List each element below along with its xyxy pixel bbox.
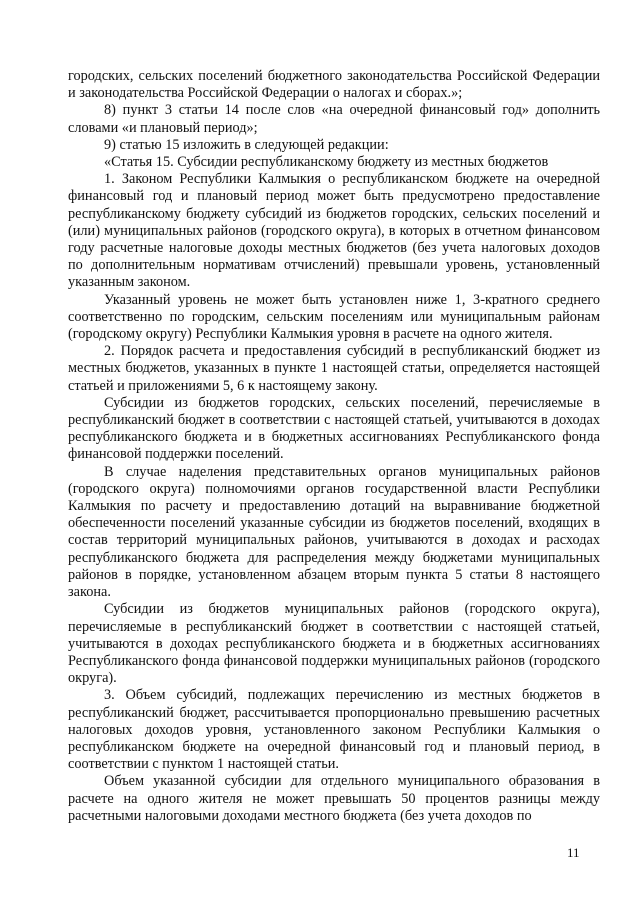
paragraph: 2. Порядок расчета и предоставления субсидий в республиканский бюджет из местных бюджетов, указанных в пункте 1 настоящей статьи, определяется настоящей статьей и приложениями 5, 6 к настоящему закону. xyxy=(68,343,600,394)
paragraph: 9) статью 15 изложить в следующей редакции: xyxy=(104,136,389,153)
paragraph: 1. Законом Республики Калмыкия о республиканском бюджете на очередной финансовый год и плановый период может быть предусмотрено предоставление республиканскому бюджету субсидий из бюджетов городских, сельских поселений и (или) муниципальных районов (городского округа), в которых в отчетном финансовом году расчетные налоговые доходы местных бюджетов (без учета налоговых доходов по дополнительным нормативам отчислений) превышали уровень, установленный указанным законом. xyxy=(68,171,600,291)
document-body xyxy=(68,68,600,825)
paragraph: Субсидии из бюджетов городских, сельских поселений, перечисляемые в республиканский бюджет в соответствии с настоящей статьей, учитываются в доходах республиканского бюджета и в бюджетных ассигнованиях Республиканского фонда финансовой поддержки поселений. xyxy=(68,394,600,463)
paragraph: городских, сельских поселений бюджетного законодательства Российской Федерации и законодательства Российской Федерации о налогах и сборах.»; xyxy=(68,68,600,102)
paragraph: В случае наделения представительных органов муниципальных районов (городского округа) полномочиями органов государственной власти Республики Калмыкия по расчету и предоставлению дотаций на выравнивание бюджетной обеспеченности поселений указанные субсидии из бюджетов поселений, входящих в состав территорий муниципальных районов, учитываются в доходах и расходах республиканского бюджета для распределения между бюджетами муниципальных районов в порядке, установленном абзацем вторым пункта 5 статьи 8 настоящего закона. xyxy=(68,463,600,601)
paragraph: Субсидии из бюджетов муниципальных районов (городского округа), перечисляемые в республиканский бюджет в соответствии с настоящей статьей, учитываются в доходах республиканского бюджета и в бюджетных ассигнованиях Республиканского фонда финансовой поддержки муниципальных районов (городского округа). xyxy=(68,601,600,687)
article-heading: «Статья 15. Субсидии республиканскому бюджету из местных бюджетов xyxy=(104,154,549,171)
paragraph: Указанный уровень не может быть установлен ниже 1, 3-кратного среднего соответственно по городским, сельским поселениям или муниципальным районам (городскому округу) Республики Калмыкия уровня в расчете на одного жителя. xyxy=(68,291,600,343)
page-number: 11 xyxy=(567,845,580,860)
paragraph: 8) пункт 3 статьи 14 после слов «на очередной финансовый год» дополнить словами «и плановый период»; xyxy=(68,102,600,136)
paragraph: Объем указанной субсидии для отдельного муниципального образования в расчете на одного жителя не может превышать 50 процентов разницы между расчетными налоговыми доходами местного бюджета (без учета доходов по xyxy=(68,773,600,824)
paragraph: 3. Объем субсидий, подлежащих перечислению из местных бюджетов в республиканский бюджет, рассчитывается пропорционально превышению расчетных налоговых доходов уровня, установленного законом Республики Калмыкия о республиканском бюджете на очередной финансовый год и плановый период, в соответствии с пунктом 1 настоящей статьи. xyxy=(68,687,600,773)
